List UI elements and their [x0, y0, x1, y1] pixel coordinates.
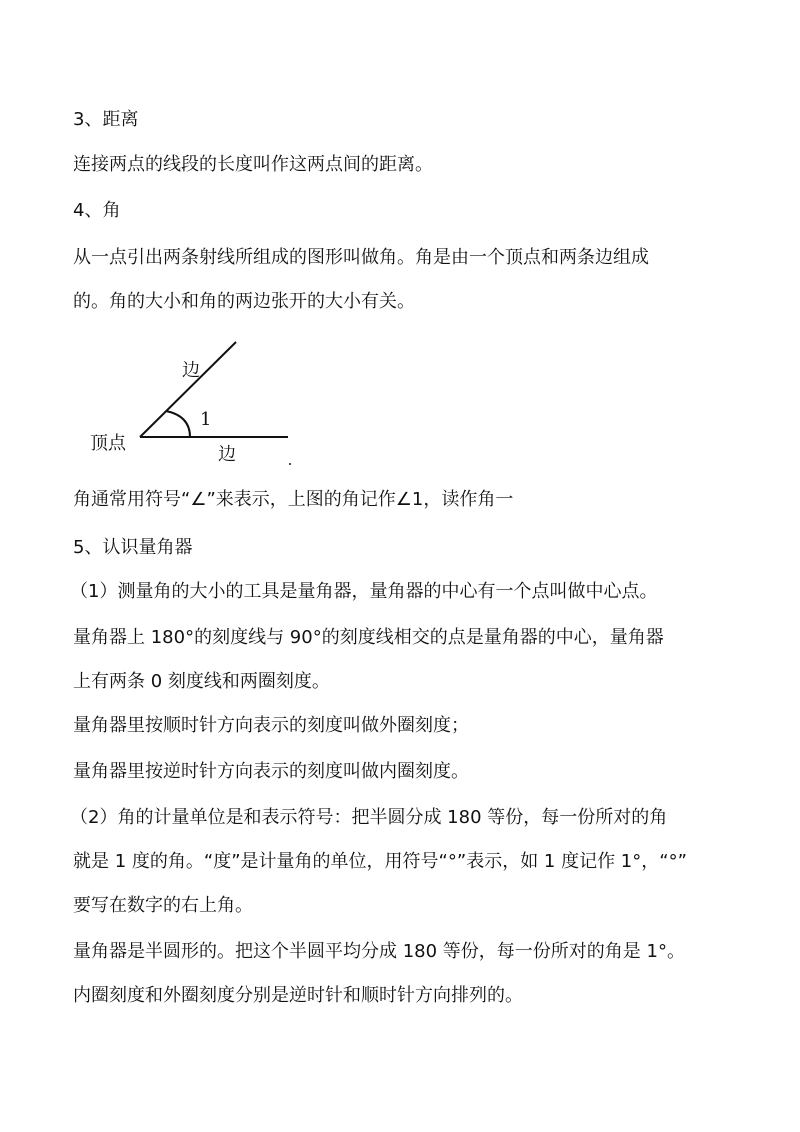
angle-arc	[166, 411, 190, 437]
upper-side-label: 边	[182, 360, 200, 381]
angle-number-label: 1	[200, 409, 212, 430]
stray-dot	[289, 463, 291, 465]
protractor-p2-line-2: 就是 1 度的角。“度”是计量角的单位，用符号“°”表示，如 1 度记作 1°，“°”	[73, 851, 687, 872]
section-heading-distance: 3、距离	[73, 109, 139, 130]
section-heading-protractor: 5、认识量角器	[73, 537, 193, 558]
upper-ray	[140, 342, 236, 437]
distance-definition: 连接两点的线段的长度叫作这两点间的距离。	[73, 154, 433, 175]
protractor-p2-line-1: （2）角的计量单位是和表示符号：把半圆分成 180 等份，每一份所对的角	[70, 807, 668, 828]
angle-definition-line-1: 从一点引出两条射线所组成的图形叫做角。角是由一个顶点和两条边组成	[73, 247, 649, 268]
protractor-p1-line-1: （1）测量角的大小的工具是量角器，量角器的中心有一个点叫做中心点。	[70, 581, 658, 602]
vertex-label: 顶点	[90, 433, 126, 454]
protractor-p2-line-3: 要写在数字的右上角。	[73, 895, 253, 916]
outer-scale-definition: 量角器里按顺时针方向表示的刻度叫做外圈刻度；	[73, 715, 469, 736]
protractor-p3-line-1: 量角器是半圆形的。把这个半圆平均分成 180 等份，每一份所对的角是 1°。	[73, 941, 685, 962]
protractor-p1-line-3: 上有两条 0 刻度线和两圈刻度。	[73, 671, 330, 692]
angle-figure	[88, 336, 308, 472]
protractor-p1-line-2: 量角器上 180°的刻度线与 90°的刻度线相交的点是量角器的中心，量角器	[73, 627, 664, 648]
protractor-p3-line-2: 内圈刻度和外圈刻度分别是逆时针和顺时针方向排列的。	[73, 985, 523, 1006]
angle-diagram	[88, 336, 308, 472]
angle-definition-line-2: 的。角的大小和角的两边张开的大小有关。	[73, 291, 415, 312]
lower-side-label: 边	[218, 444, 236, 465]
inner-scale-definition: 量角器里按逆时针方向表示的刻度叫做内圈刻度。	[73, 761, 469, 782]
angle-symbol-note: 角通常用符号“∠”来表示，上图的角记作∠1，读作角一	[73, 489, 514, 510]
section-heading-angle: 4、角	[73, 200, 121, 221]
